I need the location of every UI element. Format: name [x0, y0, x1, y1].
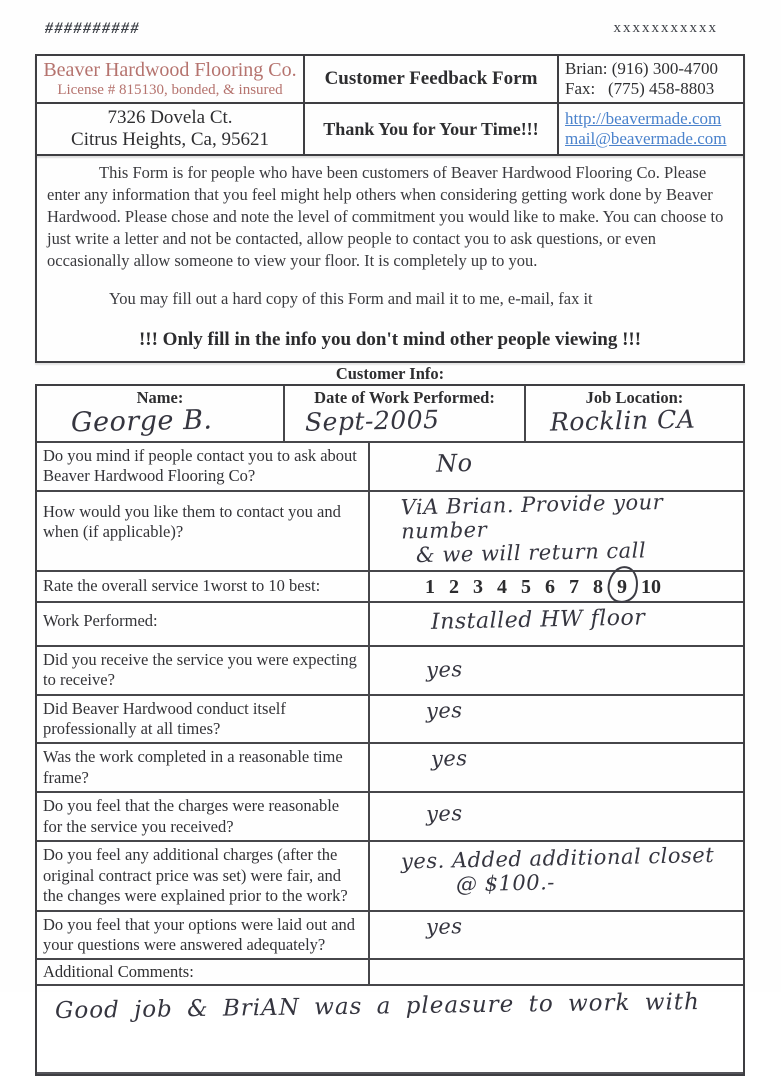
question-text: Work Performed: [37, 603, 370, 645]
redaction-x-marks: xxxxxxxxxxx [613, 20, 718, 36]
rating-scale [370, 572, 743, 601]
question-row [37, 793, 743, 842]
intro-paragraph: This Form is for people who have been customers of Beaver Hardwood Flooring Co. Please enter any information that you feel might help others when considering getting work done by Beaver Hardwood. Please chose and note the level of commitment you would like to make. You can choose to just write a letter and not be contacted, allow people to contact you to ask questions, or even occasionally allow someone to view your floor. It is completely up to you. [47, 163, 724, 270]
question-row [37, 744, 743, 793]
handwritten-answer: Installed HW floor [430, 604, 646, 635]
date-field [285, 386, 526, 441]
redaction-hash-marks: ########## [45, 20, 140, 37]
thanks-cell [305, 104, 559, 154]
company-header-table [35, 54, 745, 156]
rating-number-selected [617, 576, 627, 599]
handwritten-answer-line2: @ $100.- [455, 870, 556, 897]
handwritten-answer: No [435, 448, 473, 478]
answer-cell [370, 793, 743, 840]
email-link[interactable]: mail@beavermade.com [565, 129, 727, 148]
header-row-1 [37, 56, 743, 104]
name-label: Name: [136, 387, 184, 407]
question-row [37, 696, 743, 745]
rating-number: 2 [449, 575, 459, 598]
thank-you-text: Thank You for Your Time!!! [323, 118, 539, 139]
answer-cell [370, 696, 743, 743]
handwritten-answer: yes [425, 656, 463, 682]
question-text: Do you feel that your options were laid out and your questions were answered adequately? [37, 912, 370, 959]
website-link[interactable]: http://beavermade.com [565, 109, 722, 128]
form-title: Customer Feedback Form [324, 68, 538, 89]
answer-cell [370, 443, 743, 490]
answer-cell [370, 842, 743, 909]
answer-cell [370, 647, 743, 694]
rating-question: Rate the overall service 1worst to 10 best: [37, 572, 370, 601]
links-cell [559, 104, 743, 154]
redaction-markers [0, 20, 781, 44]
job-location-label: Job Location: [585, 387, 684, 407]
company-name: Beaver Hardwood Flooring Co. [43, 59, 297, 81]
company-cell [37, 56, 305, 102]
intro-box [35, 156, 745, 363]
phone-cell [559, 56, 743, 102]
handwritten-comment: Good job & BriAN was a pleasure to work with [54, 989, 701, 1025]
rating-number: 6 [545, 575, 555, 598]
document-body [35, 54, 745, 1076]
feedback-table [35, 384, 745, 1076]
handwritten-answer: yes [425, 913, 463, 939]
date-handwritten-value: Sept-2005 [304, 404, 440, 437]
question-row [37, 842, 743, 911]
question-text: How would you like them to contact you and when (if applicable)? [37, 492, 370, 570]
rating-number: 7 [569, 575, 579, 598]
address-line-1: 7326 Dovela Ct. [107, 107, 233, 128]
job-location-field [526, 386, 743, 441]
company-license: License # 815130, bonded, & insured [57, 82, 283, 98]
rating-number: 9 [617, 575, 627, 598]
additional-comments-empty-cell [370, 960, 743, 984]
answer-cell [370, 489, 743, 570]
address-line-2: Citrus Heights, Ca, 95621 [71, 129, 269, 150]
name-field [37, 386, 285, 441]
address-cell [37, 104, 305, 154]
handwritten-answer: yes [430, 746, 468, 772]
rating-number: 10 [641, 575, 661, 598]
rating-number: 5 [521, 575, 531, 598]
additional-comments-label: Additional Comments: [37, 960, 370, 984]
comment-area [37, 986, 743, 1072]
header-row-2 [37, 104, 743, 154]
customer-info-title: Customer Info: [335, 363, 445, 383]
handwritten-answer: yes [425, 801, 463, 827]
question-text: Did Beaver Hardwood conduct itself professionally at all times? [37, 696, 370, 743]
rating-number: 3 [473, 575, 483, 598]
rating-number: 4 [497, 575, 507, 598]
form-title-cell [305, 56, 559, 102]
phone-number: Brian: (916) 300-4700 [565, 59, 718, 78]
handwritten-answer: yes [425, 697, 463, 723]
job-location-handwritten-value: Rocklin CA [549, 404, 696, 437]
answer-cell [370, 744, 743, 791]
question-text: Do you mind if people contact you to ask about Beaver Hardwood Flooring Co? [37, 443, 370, 490]
additional-comments-row [37, 960, 743, 986]
question-text: Do you feel that the charges were reasonable for the service you received? [37, 793, 370, 840]
intro-warning: !!! Only fill in the info you don't mind other people viewing !!! [138, 328, 642, 350]
rating-number: 8 [593, 575, 603, 598]
question-text: Do you feel any additional charges (after the original contract price was set) were fair, and the changes were explained prior to the work? [37, 842, 370, 909]
rating-row [37, 572, 743, 603]
date-label: Date of Work Performed: [314, 387, 495, 407]
handwritten-answer-line1: ViA Brian. Provide your number [400, 489, 664, 544]
question-row [37, 647, 743, 696]
answer-cell [370, 912, 743, 959]
handwritten-answer-line1: yes. Added additional closet [400, 843, 715, 874]
question-row [37, 912, 743, 961]
rating-number: 1 [425, 575, 435, 598]
intro-instructions: You may fill out a hard copy of this Form and mail it to me, e-mail, fax it [109, 288, 593, 308]
customer-fields-row [37, 386, 743, 443]
name-handwritten-value: George B. [70, 404, 213, 439]
question-text: Did you receive the service you were expecting to receive? [37, 647, 370, 694]
question-text: Was the work completed in a reasonable time frame? [37, 744, 370, 791]
question-row [37, 443, 743, 492]
comment-area-row [37, 986, 743, 1074]
handwritten-answer-line2: & we will return call [415, 537, 647, 567]
fax-number: Fax: (775) 458-8803 [565, 79, 715, 98]
question-row [37, 603, 743, 647]
question-row [37, 489, 743, 572]
answer-cell [370, 603, 743, 645]
